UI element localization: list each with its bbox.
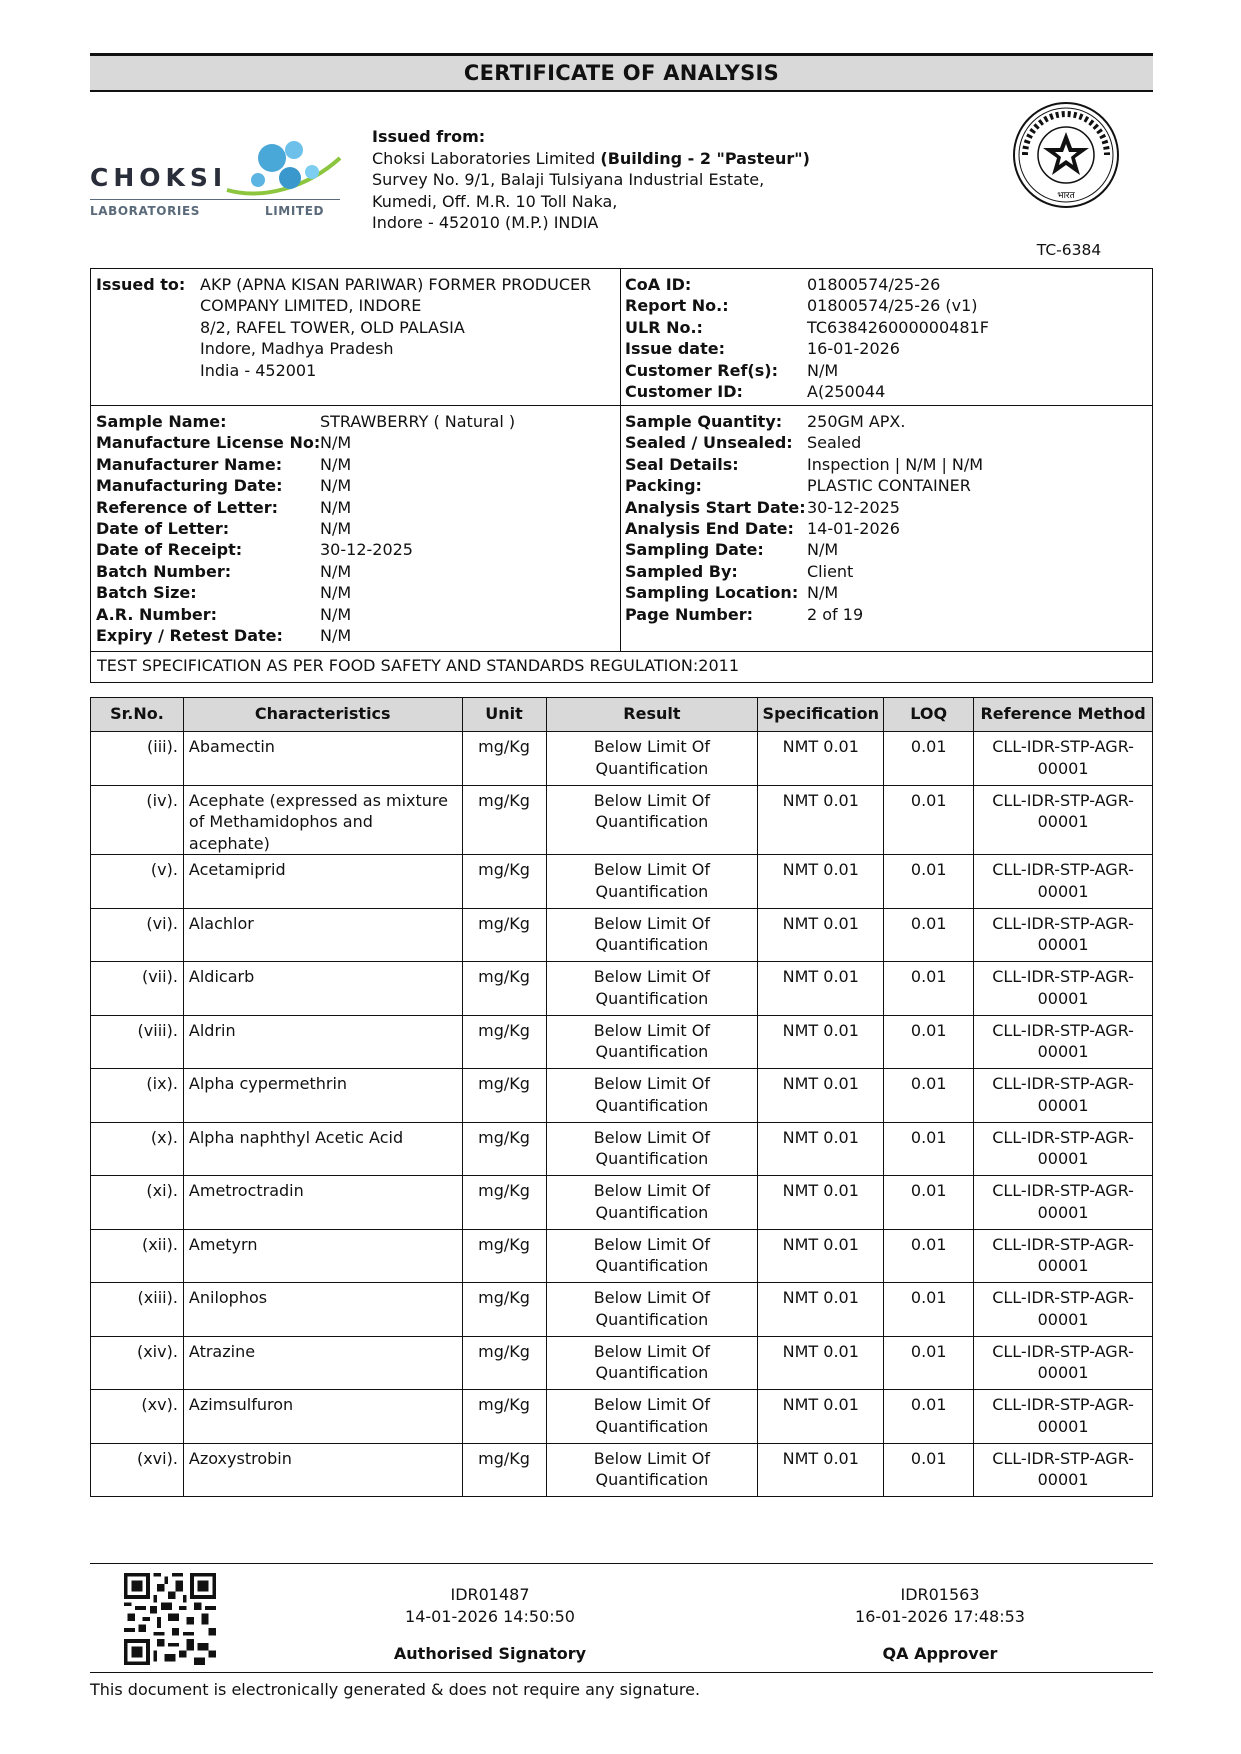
- sample-field-row: [96, 497, 515, 518]
- sample-field-label: Packing:: [625, 476, 702, 496]
- cell-specification: NMT 0.01: [758, 732, 884, 786]
- cell-specification: NMT 0.01: [758, 1122, 884, 1176]
- sample-field-row: [625, 561, 983, 582]
- sample-field-value: 14-01-2026: [807, 519, 900, 539]
- sample-field-row: [625, 411, 983, 432]
- sample-field-label: Sampling Date:: [625, 540, 764, 560]
- sample-field-value: N/M: [320, 476, 352, 496]
- cell-srno: (xvi).: [91, 1443, 184, 1497]
- table-row: [91, 962, 1153, 1016]
- cell-loq: 0.01: [884, 1122, 974, 1176]
- cell-reference-method: CLL-IDR-STP-AGR-00001: [974, 908, 1153, 962]
- sample-details-left: [96, 411, 515, 646]
- cell-specification: NMT 0.01: [758, 855, 884, 909]
- sample-field-label: Manufacture License No:: [96, 433, 321, 453]
- sample-field-label: Sampled By:: [625, 561, 738, 581]
- cell-srno: (viii).: [91, 1015, 184, 1069]
- cell-loq: 0.01: [884, 785, 974, 855]
- coa-id-label: CoA ID:: [625, 275, 692, 294]
- cell-srno: (x).: [91, 1122, 184, 1176]
- table-row: [91, 1390, 1153, 1444]
- sample-field-row: [96, 432, 515, 453]
- sample-field-value: N/M: [320, 433, 352, 453]
- sample-field-value: 30-12-2025: [320, 540, 413, 560]
- sample-field-label: A.R. Number:: [96, 604, 218, 624]
- cell-specification: NMT 0.01: [758, 1336, 884, 1390]
- qa-approver-block: [820, 1584, 1060, 1665]
- cell-reference-method: CLL-IDR-STP-AGR-00001: [974, 1069, 1153, 1123]
- cell-loq: 0.01: [884, 1336, 974, 1390]
- sample-field-row: [96, 518, 515, 539]
- sample-field-label: Date of Letter:: [96, 519, 230, 539]
- cell-characteristic: Ametroctradin: [183, 1176, 462, 1230]
- cell-result: Below Limit Of Quantification: [546, 732, 758, 786]
- cell-characteristic: Azimsulfuron: [183, 1390, 462, 1444]
- sample-field-value: Client: [807, 561, 854, 581]
- cell-specification: NMT 0.01: [758, 785, 884, 855]
- cell-loq: 0.01: [884, 1390, 974, 1444]
- col-header-srno: Sr.No.: [91, 698, 184, 732]
- cell-specification: NMT 0.01: [758, 1390, 884, 1444]
- sample-field-row: [96, 475, 515, 496]
- sample-field-label: Reference of Letter:: [96, 497, 279, 517]
- sample-field-label: Analysis Start Date:: [625, 497, 806, 517]
- test-specification: TEST SPECIFICATION AS PER FOOD SAFETY AND STANDARDS REGULATION:2011: [90, 652, 1153, 683]
- issued-to-line: AKP (APNA KISAN PARIWAR) FORMER PRODUCER: [200, 275, 592, 294]
- table-row: [91, 1069, 1153, 1123]
- customer-id-value: A(250044: [807, 382, 886, 402]
- cell-result: Below Limit Of Quantification: [546, 1122, 758, 1176]
- cell-loq: 0.01: [884, 732, 974, 786]
- divider: [620, 269, 621, 405]
- ulr-no-row: [625, 317, 989, 338]
- company-logo: [90, 138, 340, 220]
- customer-ref-label: Customer Ref(s):: [625, 360, 778, 380]
- cell-unit: mg/Kg: [462, 1443, 546, 1497]
- report-no-label: Report No.:: [625, 296, 729, 316]
- customer-ref-row: [625, 360, 989, 381]
- signatory-id: IDR01487: [450, 1585, 530, 1604]
- issued-to-box: [90, 268, 1153, 406]
- sample-field-value: STRAWBERRY ( Natural ): [320, 412, 516, 431]
- cell-result: Below Limit Of Quantification: [546, 1390, 758, 1444]
- customer-id-label: Customer ID:: [625, 382, 743, 402]
- issued-from-line2: Survey No. 9/1, Balaji Tulsiyana Industrial Estate,: [372, 170, 765, 189]
- cell-reference-method: CLL-IDR-STP-AGR-00001: [974, 1229, 1153, 1283]
- sample-field-value: PLASTIC CONTAINER: [807, 476, 971, 496]
- cell-result: Below Limit Of Quantification: [546, 1443, 758, 1497]
- sample-field-row: [96, 582, 515, 603]
- cell-reference-method: CLL-IDR-STP-AGR-00001: [974, 1390, 1153, 1444]
- approver-datetime: 16-01-2026 17:48:53: [855, 1606, 1025, 1626]
- sample-field-row: [96, 539, 515, 560]
- logo-rule: [90, 199, 340, 200]
- cell-result: Below Limit Of Quantification: [546, 855, 758, 909]
- results-table: [90, 697, 1153, 1497]
- sample-field-value: N/M: [320, 454, 352, 474]
- cell-result: Below Limit Of Quantification: [546, 785, 758, 855]
- table-row: [91, 785, 1153, 855]
- signatory-role: Authorised Signatory: [393, 1644, 587, 1663]
- cell-specification: NMT 0.01: [758, 908, 884, 962]
- cell-loq: 0.01: [884, 1176, 974, 1230]
- issued-to-line: COMPANY LIMITED, INDORE: [200, 296, 422, 316]
- signatory-datetime: 14-01-2026 14:50:50: [405, 1606, 575, 1626]
- cell-result: Below Limit Of Quantification: [546, 1283, 758, 1337]
- cell-unit: mg/Kg: [462, 908, 546, 962]
- cell-srno: (vi).: [91, 908, 184, 962]
- cell-characteristic: Alpha naphthyl Acetic Acid: [183, 1122, 462, 1176]
- approver-role: QA Approver: [882, 1644, 998, 1663]
- sample-field-label: Date of Receipt:: [96, 540, 243, 560]
- table-row: [91, 732, 1153, 786]
- cell-srno: (xii).: [91, 1229, 184, 1283]
- cell-reference-method: CLL-IDR-STP-AGR-00001: [974, 785, 1153, 855]
- cell-reference-method: CLL-IDR-STP-AGR-00001: [974, 732, 1153, 786]
- issue-date-value: 16-01-2026: [807, 339, 900, 359]
- customer-ref-value: N/M: [807, 360, 839, 380]
- issued-from-company: Choksi Laboratories Limited: [372, 148, 601, 168]
- col-header-reference-method: Reference Method: [974, 698, 1153, 732]
- sample-field-row: [96, 625, 515, 646]
- coa-id-value: 01800574/25-26: [807, 275, 941, 294]
- sample-field-value: Sealed: [807, 433, 862, 453]
- sample-field-row: [625, 475, 983, 496]
- cell-unit: mg/Kg: [462, 1229, 546, 1283]
- sample-field-label: Sealed / Unsealed:: [625, 433, 793, 453]
- cell-specification: NMT 0.01: [758, 962, 884, 1016]
- cell-result: Below Limit Of Quantification: [546, 1229, 758, 1283]
- cell-result: Below Limit Of Quantification: [546, 1015, 758, 1069]
- issued-to-line: India - 452001: [200, 360, 317, 380]
- sample-field-row: [625, 454, 983, 475]
- table-row: [91, 1015, 1153, 1069]
- sample-field-value: N/M: [320, 583, 352, 603]
- qr-code-icon[interactable]: [124, 1573, 216, 1665]
- cell-characteristic: Ametyrn: [183, 1229, 462, 1283]
- cell-result: Below Limit Of Quantification: [546, 1176, 758, 1230]
- cell-reference-method: CLL-IDR-STP-AGR-00001: [974, 1122, 1153, 1176]
- table-row: [91, 1122, 1153, 1176]
- cell-specification: NMT 0.01: [758, 1176, 884, 1230]
- sample-field-value: N/M: [807, 540, 839, 560]
- cell-unit: mg/Kg: [462, 1336, 546, 1390]
- sample-field-row: [96, 454, 515, 475]
- cell-reference-method: CLL-IDR-STP-AGR-00001: [974, 1336, 1153, 1390]
- coa-id-row: [625, 274, 989, 295]
- cell-srno: (xiii).: [91, 1283, 184, 1337]
- cell-result: Below Limit Of Quantification: [546, 1336, 758, 1390]
- cell-unit: mg/Kg: [462, 1176, 546, 1230]
- cell-specification: NMT 0.01: [758, 1229, 884, 1283]
- footer-note: This document is electronically generated & does not require any signature.: [90, 1680, 701, 1699]
- table-row: [91, 1176, 1153, 1230]
- cell-loq: 0.01: [884, 1069, 974, 1123]
- sample-field-label: Sample Quantity:: [625, 412, 783, 431]
- col-header-loq: LOQ: [884, 698, 974, 732]
- cell-srno: (iv).: [91, 785, 184, 855]
- cell-specification: NMT 0.01: [758, 1015, 884, 1069]
- col-header-specification: Specification: [758, 698, 884, 732]
- issued-from-building: (Building - 2 "Pasteur"): [600, 148, 810, 168]
- authorised-signatory-block: [370, 1584, 610, 1665]
- issued-from-label: Issued from:: [372, 127, 486, 146]
- cell-characteristic: Atrazine: [183, 1336, 462, 1390]
- sample-field-label: Sample Name:: [96, 412, 227, 431]
- cell-characteristic: Aldicarb: [183, 962, 462, 1016]
- cell-result: Below Limit Of Quantification: [546, 962, 758, 1016]
- cell-characteristic: Alpha cypermethrin: [183, 1069, 462, 1123]
- cell-characteristic: Acetamiprid: [183, 855, 462, 909]
- sample-field-value: 30-12-2025: [807, 497, 900, 517]
- cell-unit: mg/Kg: [462, 785, 546, 855]
- cell-unit: mg/Kg: [462, 1015, 546, 1069]
- issued-to-line: 8/2, RAFEL TOWER, OLD PALASIA: [200, 317, 465, 337]
- issue-date-label: Issue date:: [625, 339, 725, 359]
- cell-characteristic: Aldrin: [183, 1015, 462, 1069]
- cell-specification: NMT 0.01: [758, 1443, 884, 1497]
- cell-unit: mg/Kg: [462, 962, 546, 1016]
- cell-reference-method: CLL-IDR-STP-AGR-00001: [974, 1283, 1153, 1337]
- sample-field-row: [625, 497, 983, 518]
- sample-field-value: Inspection | N/M | N/M: [807, 454, 984, 474]
- logo-bubbles-icon: [222, 138, 342, 208]
- cell-reference-method: CLL-IDR-STP-AGR-00001: [974, 855, 1153, 909]
- customer-id-row: [625, 381, 989, 402]
- accreditation-code: TC-6384: [1036, 241, 1102, 259]
- cell-reference-method: CLL-IDR-STP-AGR-00001: [974, 1176, 1153, 1230]
- issued-to-line: Indore, Madhya Pradesh: [200, 339, 394, 359]
- cell-characteristic: Azoxystrobin: [183, 1443, 462, 1497]
- sample-field-row: [625, 582, 983, 603]
- sample-field-value: N/M: [807, 583, 839, 603]
- cell-unit: mg/Kg: [462, 732, 546, 786]
- cell-characteristic: Acephate (expressed as mixture of Methamidophos and acephate): [183, 785, 462, 855]
- cell-reference-method: CLL-IDR-STP-AGR-00001: [974, 962, 1153, 1016]
- sample-field-label: Manufacturing Date:: [96, 476, 283, 496]
- issued-to-address: [200, 274, 591, 381]
- sample-field-row: [625, 518, 983, 539]
- cell-srno: (xv).: [91, 1390, 184, 1444]
- cell-unit: mg/Kg: [462, 1069, 546, 1123]
- issued-to-row: [96, 274, 591, 381]
- sample-field-row: [96, 411, 515, 432]
- sample-field-label: Manufacturer Name:: [96, 454, 283, 474]
- ulr-no-label: ULR No.:: [625, 317, 703, 337]
- sample-field-value: N/M: [320, 497, 352, 517]
- sample-field-label: Expiry / Retest Date:: [96, 626, 283, 646]
- sample-field-label: Batch Size:: [96, 583, 197, 603]
- table-header-row: [91, 698, 1153, 732]
- sample-field-row: [96, 561, 515, 582]
- sample-field-row: [625, 539, 983, 560]
- issue-date-row: [625, 338, 989, 359]
- table-row: [91, 1229, 1153, 1283]
- col-header-unit: Unit: [462, 698, 546, 732]
- cell-loq: 0.01: [884, 1015, 974, 1069]
- cell-unit: mg/Kg: [462, 1283, 546, 1337]
- cell-loq: 0.01: [884, 855, 974, 909]
- cell-characteristic: Anilophos: [183, 1283, 462, 1337]
- report-ids-block: [625, 274, 989, 402]
- cell-characteristic: Abamectin: [183, 732, 462, 786]
- cell-characteristic: Alachlor: [183, 908, 462, 962]
- cell-loq: 0.01: [884, 1443, 974, 1497]
- document-title: CERTIFICATE OF ANALYSIS: [90, 53, 1153, 92]
- table-row: [91, 1283, 1153, 1337]
- cell-reference-method: CLL-IDR-STP-AGR-00001: [974, 1443, 1153, 1497]
- cell-srno: (ix).: [91, 1069, 184, 1123]
- cell-loq: 0.01: [884, 1283, 974, 1337]
- report-no-row: [625, 295, 989, 316]
- sample-field-value: N/M: [320, 604, 352, 624]
- cell-srno: (xi).: [91, 1176, 184, 1230]
- sample-details-right: [625, 411, 983, 625]
- approver-id: IDR01563: [900, 1585, 980, 1604]
- sample-field-label: Analysis End Date:: [625, 519, 794, 539]
- cell-specification: NMT 0.01: [758, 1069, 884, 1123]
- table-row: [91, 1443, 1153, 1497]
- sample-field-value: N/M: [320, 626, 352, 646]
- cell-specification: NMT 0.01: [758, 1283, 884, 1337]
- ulr-no-value: TC638426000000481F: [807, 317, 989, 337]
- sample-field-value: N/M: [320, 519, 352, 539]
- issued-from-line3: Kumedi, Off. M.R. 10 Toll Naka,: [372, 191, 618, 211]
- cell-unit: mg/Kg: [462, 1390, 546, 1444]
- logo-wordmark: CHOKSI: [90, 163, 228, 192]
- table-row: [91, 1336, 1153, 1390]
- logo-sub-right: LIMITED: [265, 204, 325, 218]
- issued-from-block: [372, 126, 810, 234]
- sample-field-value: 250GM APX.: [807, 412, 906, 431]
- sample-field-row: [96, 604, 515, 625]
- report-no-value: 01800574/25-26 (v1): [807, 296, 978, 316]
- cell-loq: 0.01: [884, 908, 974, 962]
- sample-field-value: N/M: [320, 561, 352, 581]
- cell-srno: (iii).: [91, 732, 184, 786]
- sample-field-value: 2 of 19: [807, 604, 864, 624]
- sample-field-row: [625, 604, 983, 625]
- sample-field-label: Batch Number:: [96, 561, 232, 581]
- logo-sub-left: LABORATORIES: [90, 204, 201, 218]
- cell-srno: (xiv).: [91, 1336, 184, 1390]
- sample-details-box: [90, 406, 1153, 652]
- sample-field-row: [625, 432, 983, 453]
- issued-from-company-line: [372, 148, 810, 170]
- cell-result: Below Limit Of Quantification: [546, 908, 758, 962]
- sample-field-label: Seal Details:: [625, 454, 739, 474]
- issued-to-label: Issued to:: [96, 275, 186, 294]
- cell-loq: 0.01: [884, 962, 974, 1016]
- seal-text: भारत: [1057, 191, 1075, 201]
- cell-loq: 0.01: [884, 1229, 974, 1283]
- footer-bottom-rule: [90, 1672, 1153, 1673]
- issued-from-line4: Indore - 452010 (M.P.) INDIA: [372, 213, 599, 232]
- cell-reference-method: CLL-IDR-STP-AGR-00001: [974, 1015, 1153, 1069]
- accreditation-seal-icon: [1011, 100, 1121, 210]
- col-header-result: Result: [546, 698, 758, 732]
- cell-srno: (vii).: [91, 962, 184, 1016]
- issued-to-block: [96, 274, 591, 381]
- cell-unit: mg/Kg: [462, 855, 546, 909]
- table-row: [91, 855, 1153, 909]
- sample-field-label: Sampling Location:: [625, 583, 799, 603]
- cell-result: Below Limit Of Quantification: [546, 1069, 758, 1123]
- table-row: [91, 908, 1153, 962]
- cell-unit: mg/Kg: [462, 1122, 546, 1176]
- cell-srno: (v).: [91, 855, 184, 909]
- divider: [620, 406, 621, 651]
- col-header-characteristics: Characteristics: [183, 698, 462, 732]
- footer-top-rule: [90, 1563, 1153, 1564]
- sample-field-label: Page Number:: [625, 604, 754, 624]
